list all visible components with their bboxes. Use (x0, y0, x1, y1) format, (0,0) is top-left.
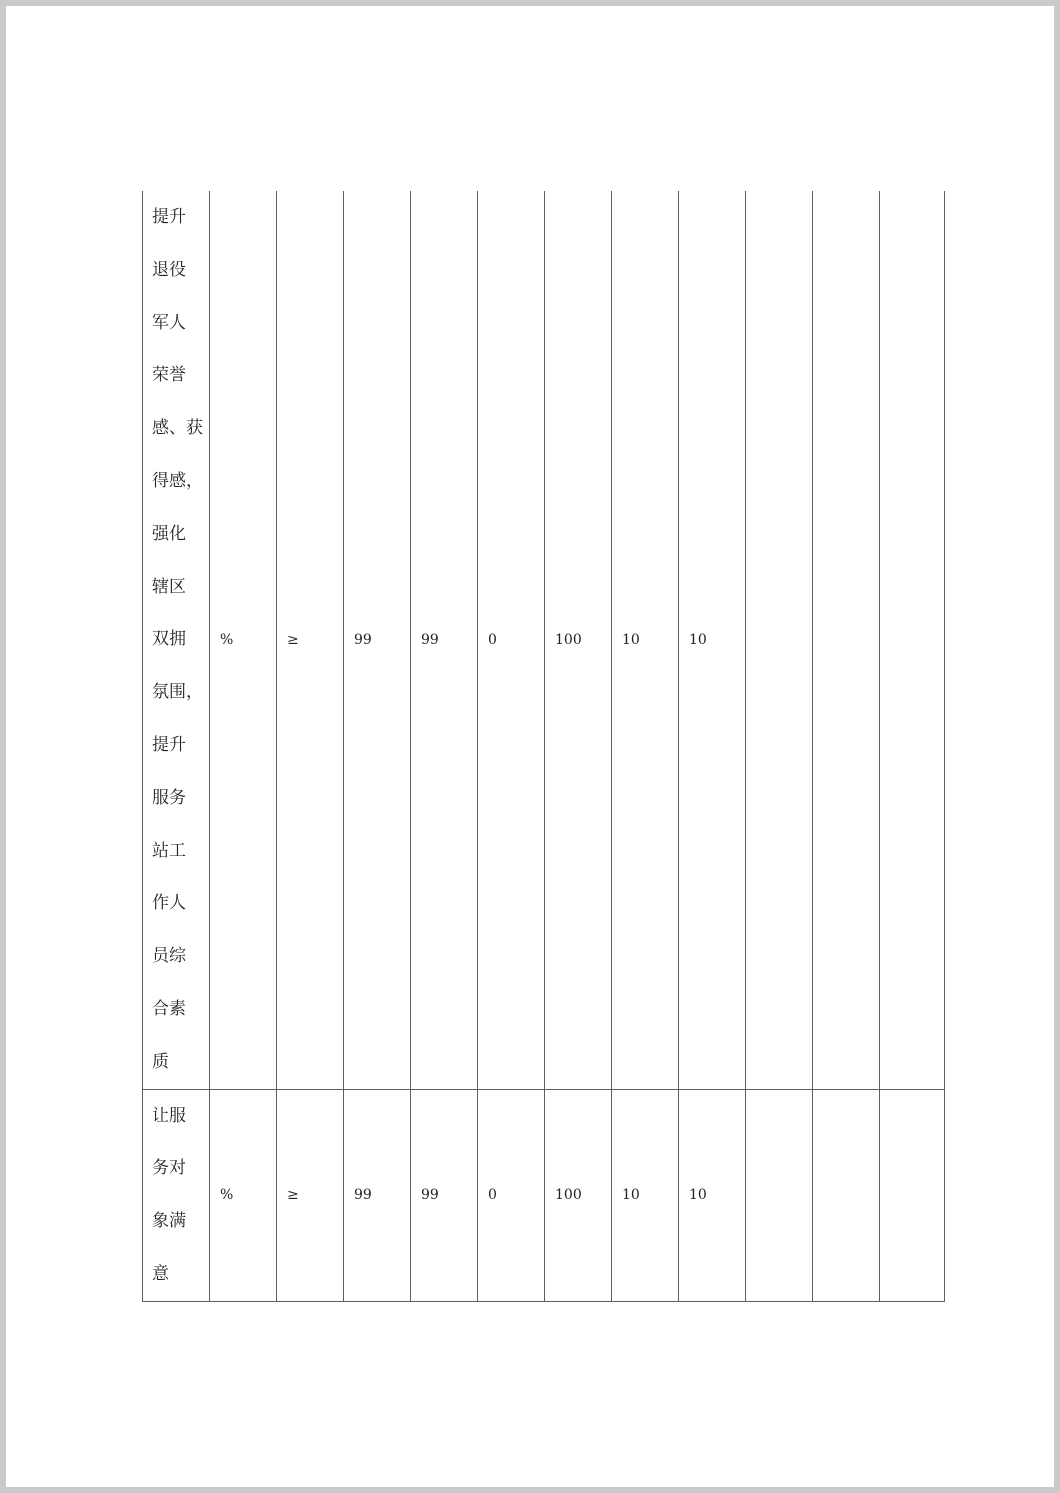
performance-table (142, 191, 945, 1302)
weight-cell: 10 (612, 191, 679, 1089)
table-row (143, 1089, 945, 1301)
unit-cell: % (210, 1089, 277, 1301)
empty-cell (746, 1089, 813, 1301)
indicator-cell (143, 1089, 210, 1301)
completion-rate-cell: 100 (545, 1089, 612, 1301)
score-cell: 10 (679, 1089, 746, 1301)
indicator-text: 让服 务对 象满 意 (152, 1105, 186, 1284)
deviation-cell: 0 (478, 191, 545, 1089)
empty-cell (880, 191, 945, 1089)
actual-value-cell: 99 (411, 191, 478, 1089)
target-value-cell: 99 (344, 1089, 411, 1301)
completion-rate-cell: 100 (545, 191, 612, 1089)
document-page (6, 6, 1054, 1487)
operator-cell: ≥ (277, 191, 344, 1089)
weight-cell: 10 (612, 1089, 679, 1301)
empty-cell (746, 191, 813, 1089)
target-value-cell: 99 (344, 191, 411, 1089)
empty-cell (880, 1089, 945, 1301)
unit-cell: % (210, 191, 277, 1089)
indicator-text: 提升 退役 军人 荣誉 感、获 得感， 强化 辖区 双拥 氛围， 提升 服务 站工 作人 员综 合素 质 (152, 207, 203, 1072)
indicator-cell (143, 191, 210, 1089)
score-cell: 10 (679, 191, 746, 1089)
empty-cell (813, 191, 880, 1089)
deviation-cell: 0 (478, 1089, 545, 1301)
actual-value-cell: 99 (411, 1089, 478, 1301)
empty-cell (813, 1089, 880, 1301)
operator-cell: ≥ (277, 1089, 344, 1301)
table-row (143, 191, 945, 1089)
